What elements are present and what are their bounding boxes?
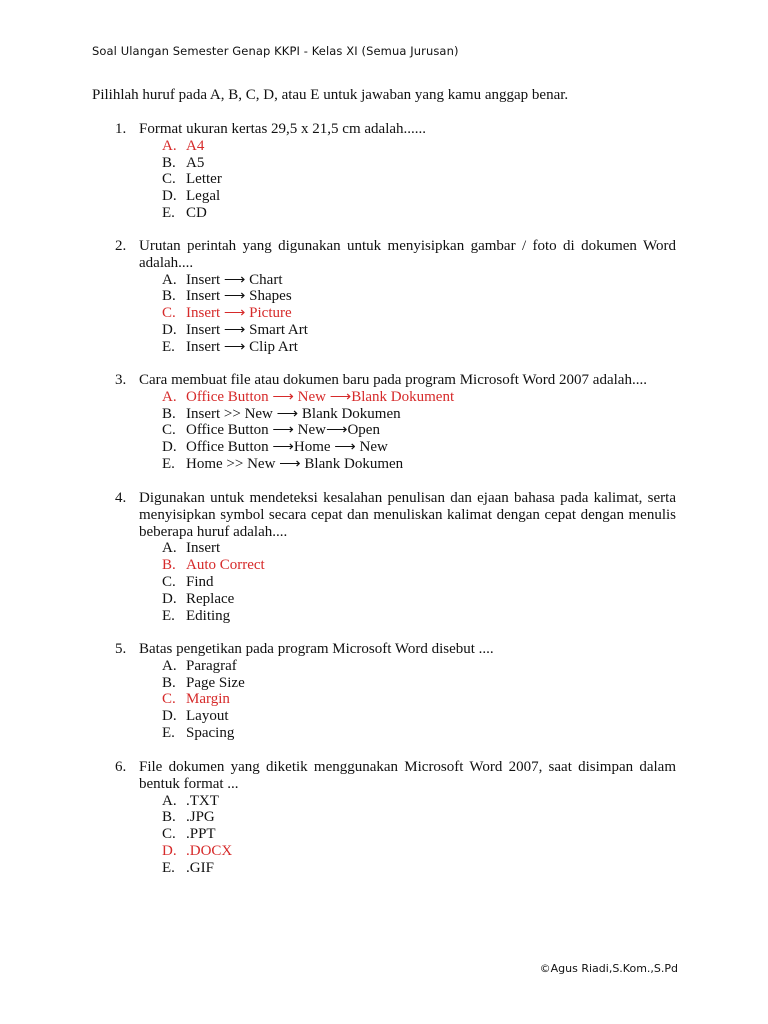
option-letter: B. bbox=[162, 288, 176, 305]
option-letter: D. bbox=[162, 321, 177, 338]
option-text: Spacing bbox=[186, 724, 235, 741]
option bbox=[92, 658, 676, 675]
option-text: CD bbox=[186, 204, 207, 221]
option-letter: D. bbox=[162, 590, 177, 607]
question-4 bbox=[92, 490, 676, 624]
question-text: Format ukuran kertas 29,5 x 21,5 cm adalah...... bbox=[139, 121, 427, 137]
option-letter: A. bbox=[162, 137, 177, 154]
option bbox=[92, 389, 676, 406]
option-text: Insert ⟶ Smart Art bbox=[186, 321, 308, 338]
question-stem bbox=[92, 238, 676, 272]
option-letter: E. bbox=[162, 859, 175, 876]
question-stem bbox=[92, 490, 676, 540]
question-5 bbox=[92, 641, 676, 742]
question-stem bbox=[92, 372, 676, 389]
option-letter: D. bbox=[162, 708, 177, 725]
option bbox=[92, 439, 676, 456]
option-list bbox=[92, 793, 676, 877]
option-text: A4 bbox=[186, 137, 205, 154]
option-text: Find bbox=[186, 573, 214, 590]
option-text: Insert ⟶ Picture bbox=[186, 305, 292, 322]
option bbox=[92, 205, 676, 222]
option bbox=[92, 725, 676, 742]
option-letter: B. bbox=[162, 674, 176, 691]
option-text: A5 bbox=[186, 154, 205, 171]
option-letter: B. bbox=[162, 154, 176, 171]
option-text: Editing bbox=[186, 607, 231, 624]
option bbox=[92, 322, 676, 339]
option-text: Insert ⟶ Clip Art bbox=[186, 338, 298, 355]
option bbox=[92, 826, 676, 843]
option-text: .GIF bbox=[186, 859, 214, 876]
option-letter: C. bbox=[162, 826, 176, 843]
question-3 bbox=[92, 372, 676, 473]
option bbox=[92, 422, 676, 439]
option-text: Office Button ⟶ New⟶Open bbox=[186, 422, 380, 439]
question-text: Digunakan untuk mendeteksi kesalahan penulisan dan ejaan bahasa pada kalimat, serta menyisipkan symbol secara cepat dan menuliskan kalimat dengan cepat dengan menulis beberapa huruf adalah.... bbox=[139, 490, 676, 540]
question-text: Batas pengetikan pada program Microsoft Word disebut .... bbox=[139, 641, 494, 657]
option-letter: B. bbox=[162, 809, 176, 826]
option-text: Office Button ⟶Home ⟶ New bbox=[186, 439, 388, 456]
option-text: .PPT bbox=[186, 826, 216, 843]
question-text: Urutan perintah yang digunakan untuk menyisipkan gambar / foto di dokumen Word adalah.... bbox=[139, 238, 676, 271]
option-letter: D. bbox=[162, 188, 177, 205]
option-list bbox=[92, 138, 676, 222]
option-letter: C. bbox=[162, 305, 176, 322]
page-header: Soal Ulangan Semester Genap KKPI - Kelas XI (Semua Jurusan) bbox=[92, 44, 459, 58]
question-stem bbox=[92, 759, 676, 793]
option bbox=[92, 272, 676, 289]
question-number: 2. bbox=[115, 238, 127, 254]
option-text: Insert ⟶ Shapes bbox=[186, 288, 292, 305]
option-letter: D. bbox=[162, 842, 177, 859]
question-stem bbox=[92, 641, 676, 658]
option-text: Replace bbox=[186, 590, 235, 607]
option-text: Layout bbox=[186, 708, 229, 725]
option bbox=[92, 793, 676, 810]
option-letter: E. bbox=[162, 724, 175, 741]
option-letter: C. bbox=[162, 171, 176, 188]
option-list bbox=[92, 389, 676, 473]
option-letter: E. bbox=[162, 338, 175, 355]
option-list bbox=[92, 272, 676, 356]
option-letter: C. bbox=[162, 573, 176, 590]
option-letter: C. bbox=[162, 422, 176, 439]
option-text: .JPG bbox=[186, 809, 215, 826]
question-6 bbox=[92, 759, 676, 877]
option-text: .TXT bbox=[186, 792, 219, 809]
option-letter: E. bbox=[162, 455, 175, 472]
instruction-text: Pilihlah huruf pada A, B, C, D, atau E untuk jawaban yang kamu anggap benar. bbox=[92, 87, 569, 103]
option-text: Insert >> New ⟶ Blank Dokumen bbox=[186, 405, 401, 422]
option-text: Insert ⟶ Chart bbox=[186, 271, 283, 288]
option-text: Office Button ⟶ New ⟶Blank Dokument bbox=[186, 388, 455, 405]
option bbox=[92, 708, 676, 725]
option-text: Margin bbox=[186, 691, 230, 708]
option-text: Paragraf bbox=[186, 657, 237, 674]
option bbox=[92, 591, 676, 608]
option-letter: A. bbox=[162, 388, 177, 405]
question-number: 6. bbox=[115, 759, 127, 775]
question-number: 1. bbox=[115, 121, 127, 137]
option-letter: D. bbox=[162, 439, 177, 456]
question-1 bbox=[92, 121, 676, 222]
option bbox=[92, 809, 676, 826]
option-text: Page Size bbox=[186, 674, 245, 691]
option-letter: E. bbox=[162, 204, 175, 221]
copyright-footer: ©Agus Riadi,S.Kom.,S.Pd bbox=[539, 962, 678, 975]
option bbox=[92, 171, 676, 188]
option-text: .DOCX bbox=[186, 842, 233, 859]
option-list bbox=[92, 658, 676, 742]
option bbox=[92, 574, 676, 591]
question-number: 3. bbox=[115, 372, 127, 388]
option bbox=[92, 155, 676, 172]
option-letter: B. bbox=[162, 405, 176, 422]
option bbox=[92, 675, 676, 692]
option bbox=[92, 691, 676, 708]
option-letter: A. bbox=[162, 792, 177, 809]
option-letter: B. bbox=[162, 557, 176, 574]
option bbox=[92, 305, 676, 322]
option bbox=[92, 540, 676, 557]
option-list bbox=[92, 540, 676, 624]
option bbox=[92, 860, 676, 877]
option bbox=[92, 456, 676, 473]
question-text: File dokumen yang diketik menggunakan Microsoft Word 2007, saat disimpan dalam bentuk format ... bbox=[139, 759, 676, 792]
option-letter: A. bbox=[162, 271, 177, 288]
option bbox=[92, 843, 676, 860]
option-text: Insert bbox=[186, 540, 221, 557]
question-2 bbox=[92, 238, 676, 356]
question-number: 4. bbox=[115, 490, 127, 506]
question-number: 5. bbox=[115, 641, 127, 657]
option-letter: A. bbox=[162, 540, 177, 557]
option bbox=[92, 557, 676, 574]
option-text: Home >> New ⟶ Blank Dokumen bbox=[186, 455, 404, 472]
option bbox=[92, 188, 676, 205]
question-text: Cara membuat file atau dokumen baru pada program Microsoft Word 2007 adalah.... bbox=[139, 372, 647, 388]
option bbox=[92, 339, 676, 356]
option-letter: E. bbox=[162, 607, 175, 624]
question-stem bbox=[92, 121, 676, 138]
option-letter: C. bbox=[162, 691, 176, 708]
option bbox=[92, 406, 676, 423]
option-text: Letter bbox=[186, 171, 222, 188]
option bbox=[92, 138, 676, 155]
option-letter: A. bbox=[162, 657, 177, 674]
option bbox=[92, 288, 676, 305]
option-text: Legal bbox=[186, 188, 221, 205]
option-text: Auto Correct bbox=[186, 557, 265, 574]
option bbox=[92, 608, 676, 625]
